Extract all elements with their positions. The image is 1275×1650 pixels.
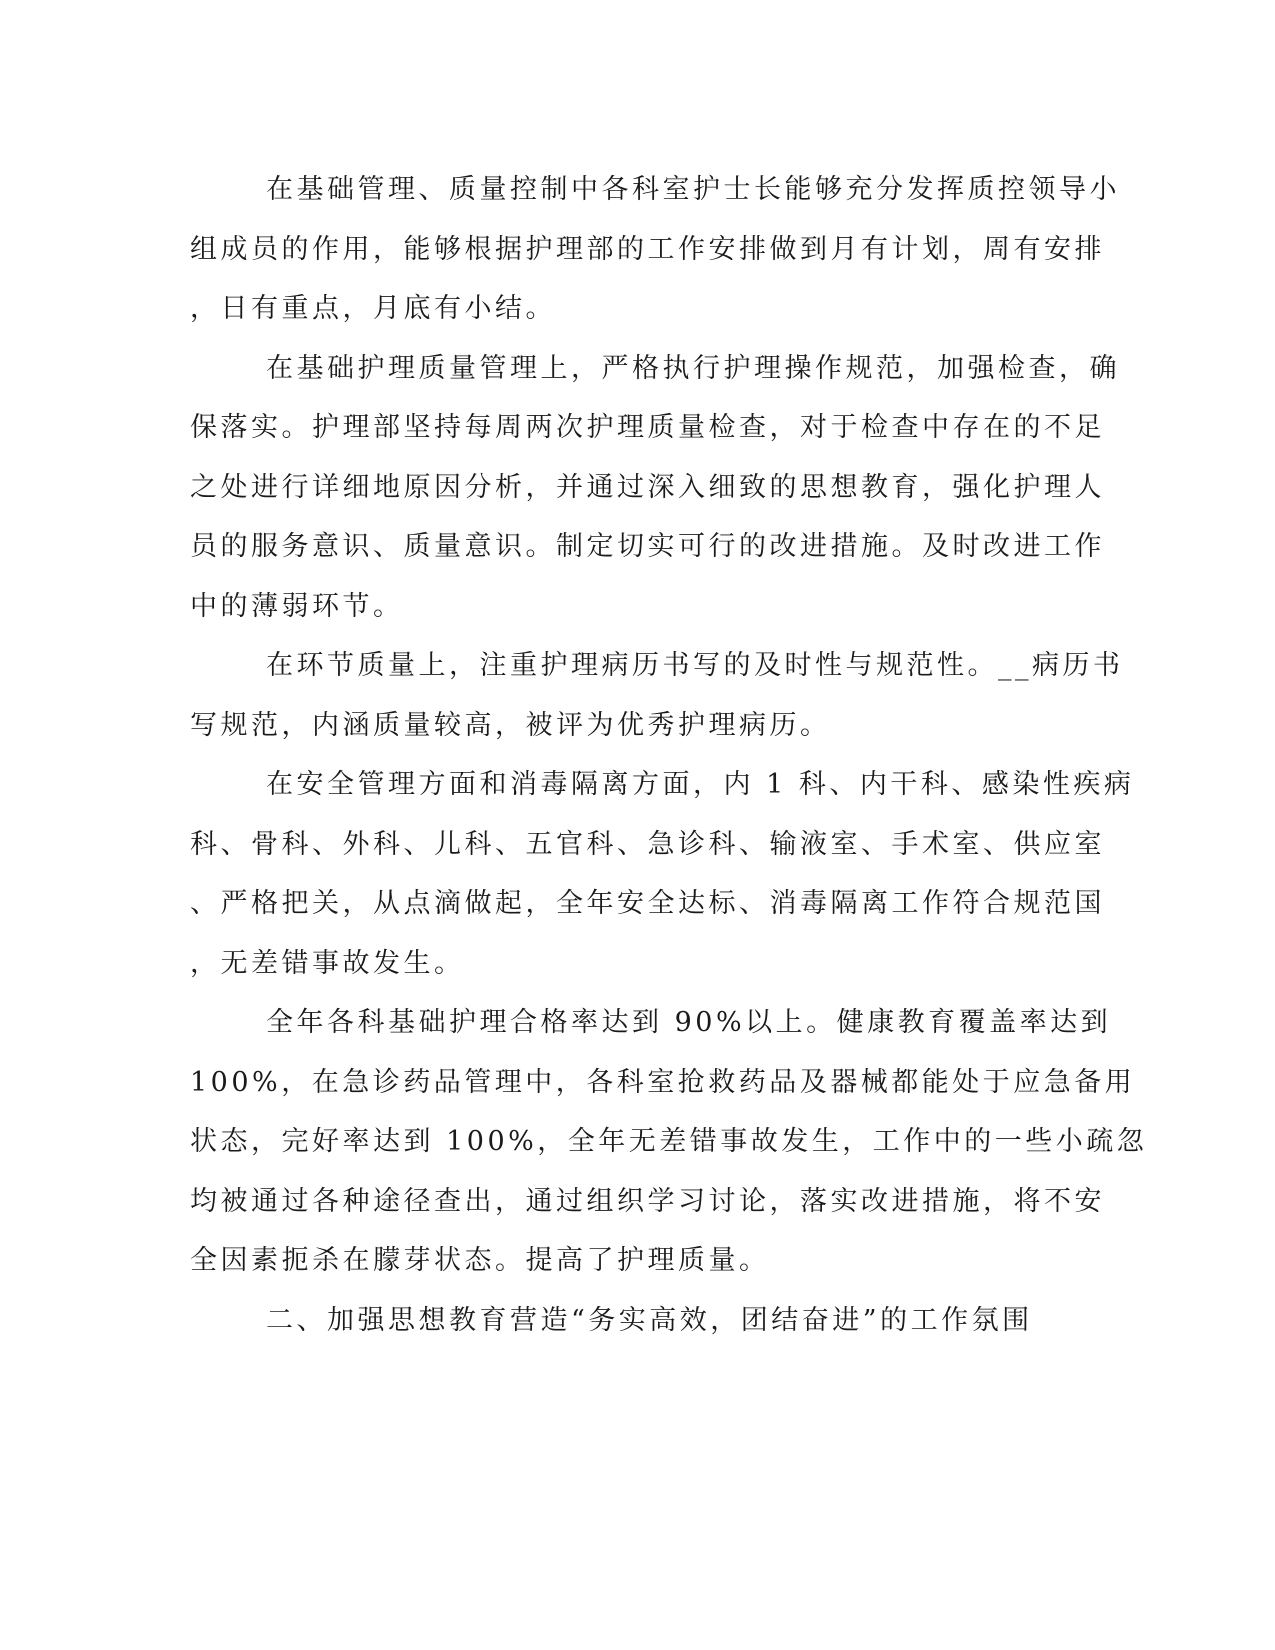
section-heading-text: 二、加强思想教育营造“务实高效，团结奋进”的工作氛围	[266, 1304, 1033, 1336]
text-line: 在环节质量上，注重护理病历书写的及时性与规范性。__病历书	[266, 650, 1124, 681]
text-line: 保落实。护理部坚持每周两次护理质量检查，对于检查中存在的不足	[190, 412, 1105, 443]
text-line: 组成员的作用，能够根据护理部的工作安排做到月有计划，周有安排	[190, 233, 1105, 265]
text-line: 在基础护理质量管理上，严格执行护理操作规范，加强检查，确	[266, 352, 1120, 384]
paragraph-1	[190, 160, 1120, 339]
text-line: ，无差错事故发生。	[190, 947, 465, 979]
paragraph-2	[190, 339, 1120, 637]
paragraph-3	[190, 636, 1124, 755]
text-line: 、严格把关，从点滴做起，全年安全达标、消毒隔离工作符合规范国	[190, 888, 1105, 919]
text-line: 100%，在急诊药品管理中，各科室抢救药品及器械都能处于应急备用	[190, 1066, 1136, 1098]
text-line: 写规范，内涵质量较高，被评为优秀护理病历。	[190, 709, 831, 741]
text-line: 科、骨科、外科、儿科、五官科、急诊科、输液室、手术室、供应室	[190, 828, 1105, 860]
text-line: 之处进行详细地原因分析，并通过深入细致的思想教育，强化护理人	[190, 471, 1105, 503]
section-heading	[190, 1291, 1085, 1351]
document-body	[190, 160, 1148, 1350]
text-line: 全年各科基础护理合格率达到 90%以上。健康教育覆盖率达到	[266, 1007, 1112, 1038]
paragraph-4	[190, 755, 1135, 993]
text-line: 在基础管理、质量控制中各科室护士长能够充分发挥质控领导小	[266, 174, 1120, 205]
text-line: 状态，完好率达到 100%，全年无差错事故发生，工作中的一些小疏忽	[190, 1126, 1148, 1157]
text-line: 全因素扼杀在朦芽状态。提高了护理质量。	[190, 1245, 770, 1276]
text-line: 均被通过各种途径查出，通过组织学习讨论，落实改进措施，将不安	[190, 1185, 1105, 1217]
text-line: ，日有重点，月底有小结。	[190, 293, 556, 324]
text-line: 员的服务意识、质量意识。制定切实可行的改进措施。及时改进工作	[190, 531, 1105, 562]
text-line: 在安全管理方面和消毒隔离方面，内 1 科、内干科、感染性疾病	[266, 769, 1135, 800]
paragraph-5	[190, 993, 1148, 1291]
text-line: 中的薄弱环节。	[190, 590, 404, 622]
